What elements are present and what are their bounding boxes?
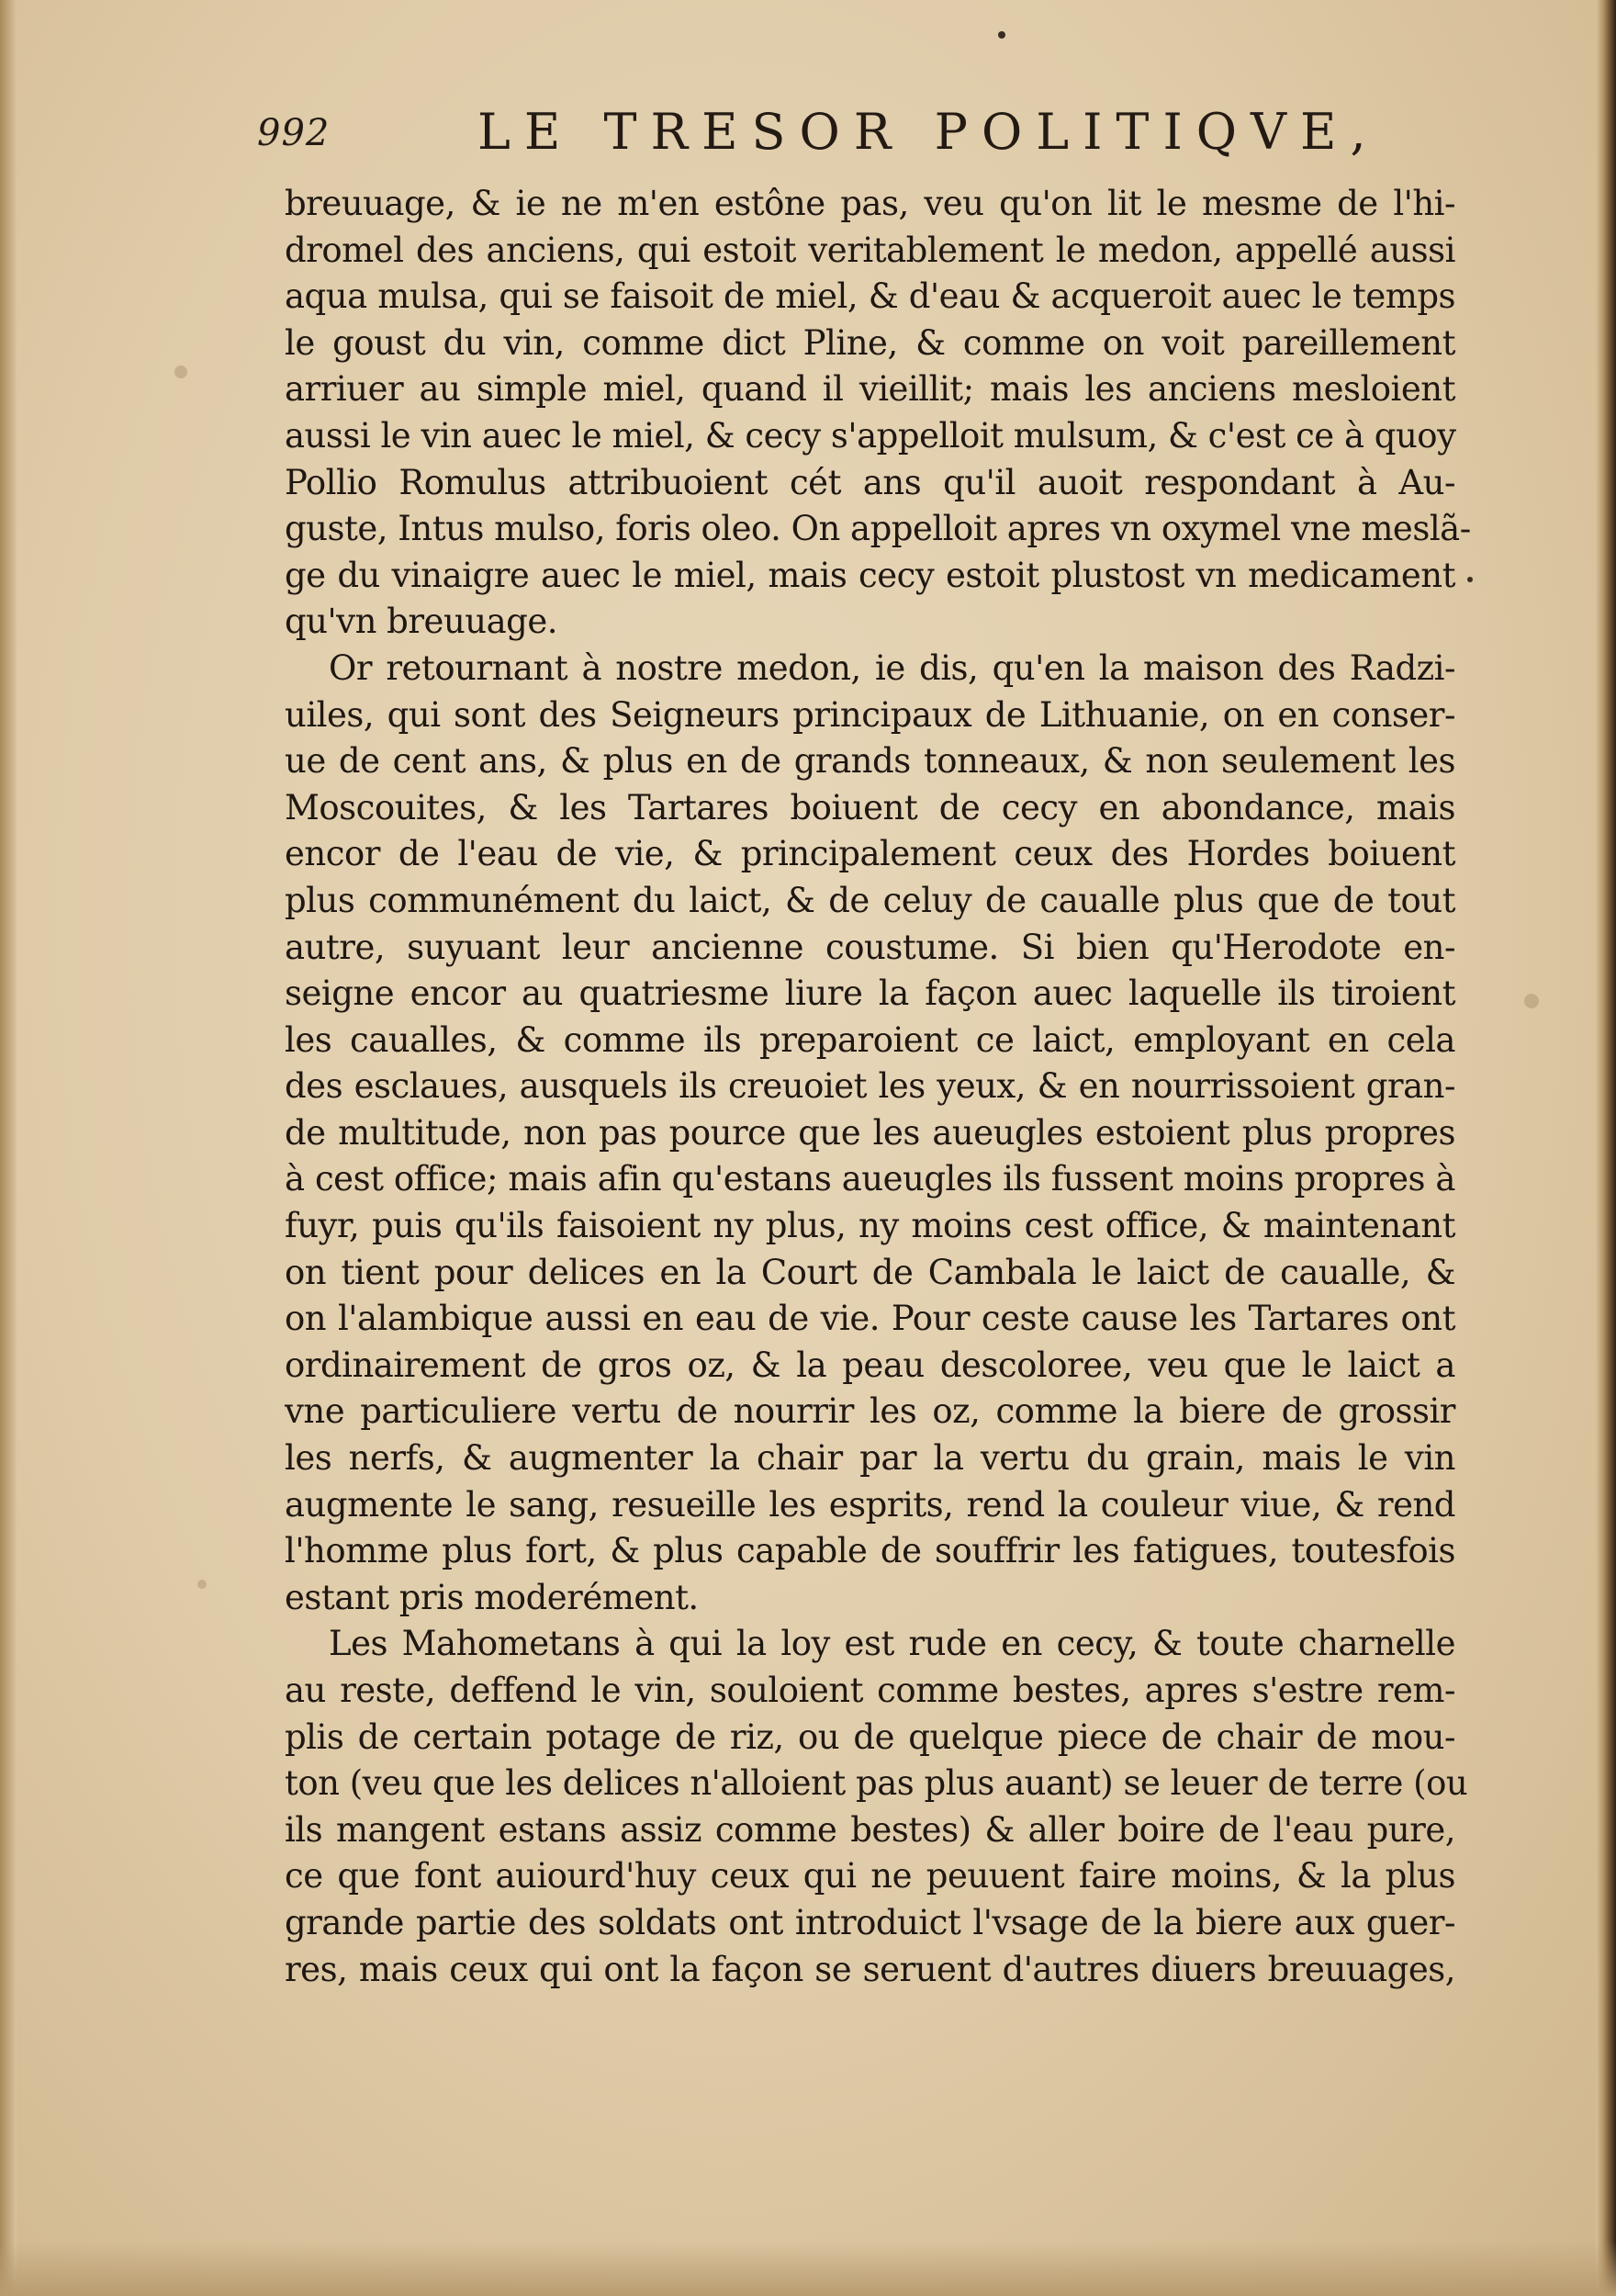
text-line: on tient pour delices en la Court de Cambala le laict de caualle, & xyxy=(285,1252,1455,1292)
page-number: 992 xyxy=(257,112,331,154)
text-line: uiles, qui sont des Seigneurs principaux de Lithuanie, on en conser- xyxy=(285,694,1455,735)
text-line: arriuer au simple miel, quand il vieillit; mais les anciens mesloient xyxy=(285,369,1455,410)
text-line: aqua mulsa, qui se faisoit de miel, & d'eau & acqueroit auec le temps xyxy=(285,276,1455,317)
text-line: ordinairement de gros oz, & la peau descoloree, veu que le laict a xyxy=(285,1345,1455,1385)
body-text xyxy=(285,181,1471,1993)
text-line: augmente le sang, resueille les esprits, rend la couleur viue, & rend xyxy=(285,1484,1455,1525)
text-line: à cest office; mais afin qu'estans aueugles ils fussent moins propres à xyxy=(285,1159,1455,1199)
foxing-spot xyxy=(197,1580,207,1589)
text-line: plis de certain potage de riz, ou de quelque piece de chair de mou- xyxy=(285,1716,1455,1757)
text-line: autre, suyuant leur ancienne coustume. Si bien qu'Herodote en- xyxy=(285,927,1455,967)
text-line: les nerfs, & augmenter la chair par la vertu du grain, mais le vin xyxy=(285,1438,1455,1479)
text-line: grande partie des soldats ont introduict l'vsage de la biere aux guer- xyxy=(285,1902,1455,1942)
text-line: breuuage, & ie ne m'en estône pas, veu qu'on lit le mesme de l'hi- xyxy=(285,184,1455,223)
text-line: Or retournant à nostre medon, ie dis, qu'en la maison des Radzi- xyxy=(329,647,1455,688)
page-gutter-shadow xyxy=(1596,0,1616,2296)
text-line: vne particuliere vertu de nourrir les oz, comme la biere de grossir xyxy=(285,1391,1455,1432)
page-bottom-edge xyxy=(0,2241,1616,2296)
text-line: ge du vinaigre auec le miel, mais cecy estoit plustost vn medicament xyxy=(285,555,1455,595)
ink-speck xyxy=(1467,577,1473,582)
ink-speck xyxy=(998,31,1005,39)
text-line: dromel des anciens, qui estoit veritablement le medon, appellé aussi xyxy=(285,230,1455,270)
text-line: ils mangent estans assiz comme bestes) & aller boire de l'eau pure, xyxy=(285,1809,1455,1850)
text-line: seigne encor au quatriesme liure la façon auec laquelle ils tiroient xyxy=(285,974,1455,1014)
text-line: les caualles, & comme ils preparoient ce laict, employant en cela xyxy=(285,1019,1455,1060)
text-line: ue de cent ans, & plus en de grands tonneaux, & non seulement les xyxy=(285,741,1455,782)
text-line: guste, Intus mulso, foris oleo. On appelloit apres vn oxymel vne meslã- xyxy=(285,509,1471,549)
running-title: LE TRESOR POLITIQVE, xyxy=(477,103,1380,161)
text-line: de multitude, non pas pource que les aueugles estoient plus propres xyxy=(285,1112,1455,1153)
text-line: Les Mahometans à qui la loy est rude en cecy, & toute charnelle xyxy=(329,1624,1455,1664)
text-line: res, mais ceux qui ont la façon se seruent d'autres diuers breuuages, xyxy=(285,1949,1455,1989)
text-line: ton (veu que les delices n'alloient pas plus auant) se leuer de terre (ou xyxy=(285,1763,1468,1804)
running-header xyxy=(257,99,1380,173)
text-line: l'homme plus fort, & plus capable de souffrir les fatigues, toutesfois xyxy=(285,1531,1455,1571)
text-line: Moscouites, & les Tartares boiuent de cecy en abondance, mais xyxy=(285,787,1455,827)
text-line: fuyr, puis qu'ils faisoient ny plus, ny moins cest office, & maintenant xyxy=(285,1206,1455,1246)
foxing-spot xyxy=(174,366,187,378)
text-line: estant pris moderément. xyxy=(285,1577,699,1617)
text-line: aussi le vin auec le miel, & cecy s'appelloit mulsum, & c'est ce à quoy xyxy=(285,415,1456,456)
text-line: au reste, deffend le vin, souloient comme bestes, apres s'estre rem- xyxy=(285,1671,1455,1710)
text-line: Pollio Romulus attribuoient cét ans qu'il auoit respondant à Au- xyxy=(285,462,1455,502)
text-line: ce que font auiourd'huy ceux qui ne peuuent faire moins, & la plus xyxy=(285,1856,1455,1896)
text-line: qu'vn breuuage. xyxy=(285,602,558,642)
foxing-spot xyxy=(1524,994,1539,1008)
text-line: le goust du vin, comme dict Pline, & comme on voit pareillement xyxy=(285,322,1455,363)
text-line: encor de l'eau de vie, & principalement ceux des Hordes boiuent xyxy=(285,834,1455,874)
text-line: des esclaues, ausquels ils creuoiet les yeux, & en nourrissoient gran- xyxy=(285,1066,1455,1107)
page-left-edge xyxy=(0,0,17,2296)
text-line: plus communément du laict, & de celuy de caualle plus que de tout xyxy=(285,880,1455,920)
text-line: on l'alambique aussi en eau de vie. Pour ceste cause les Tartares ont xyxy=(285,1299,1455,1339)
